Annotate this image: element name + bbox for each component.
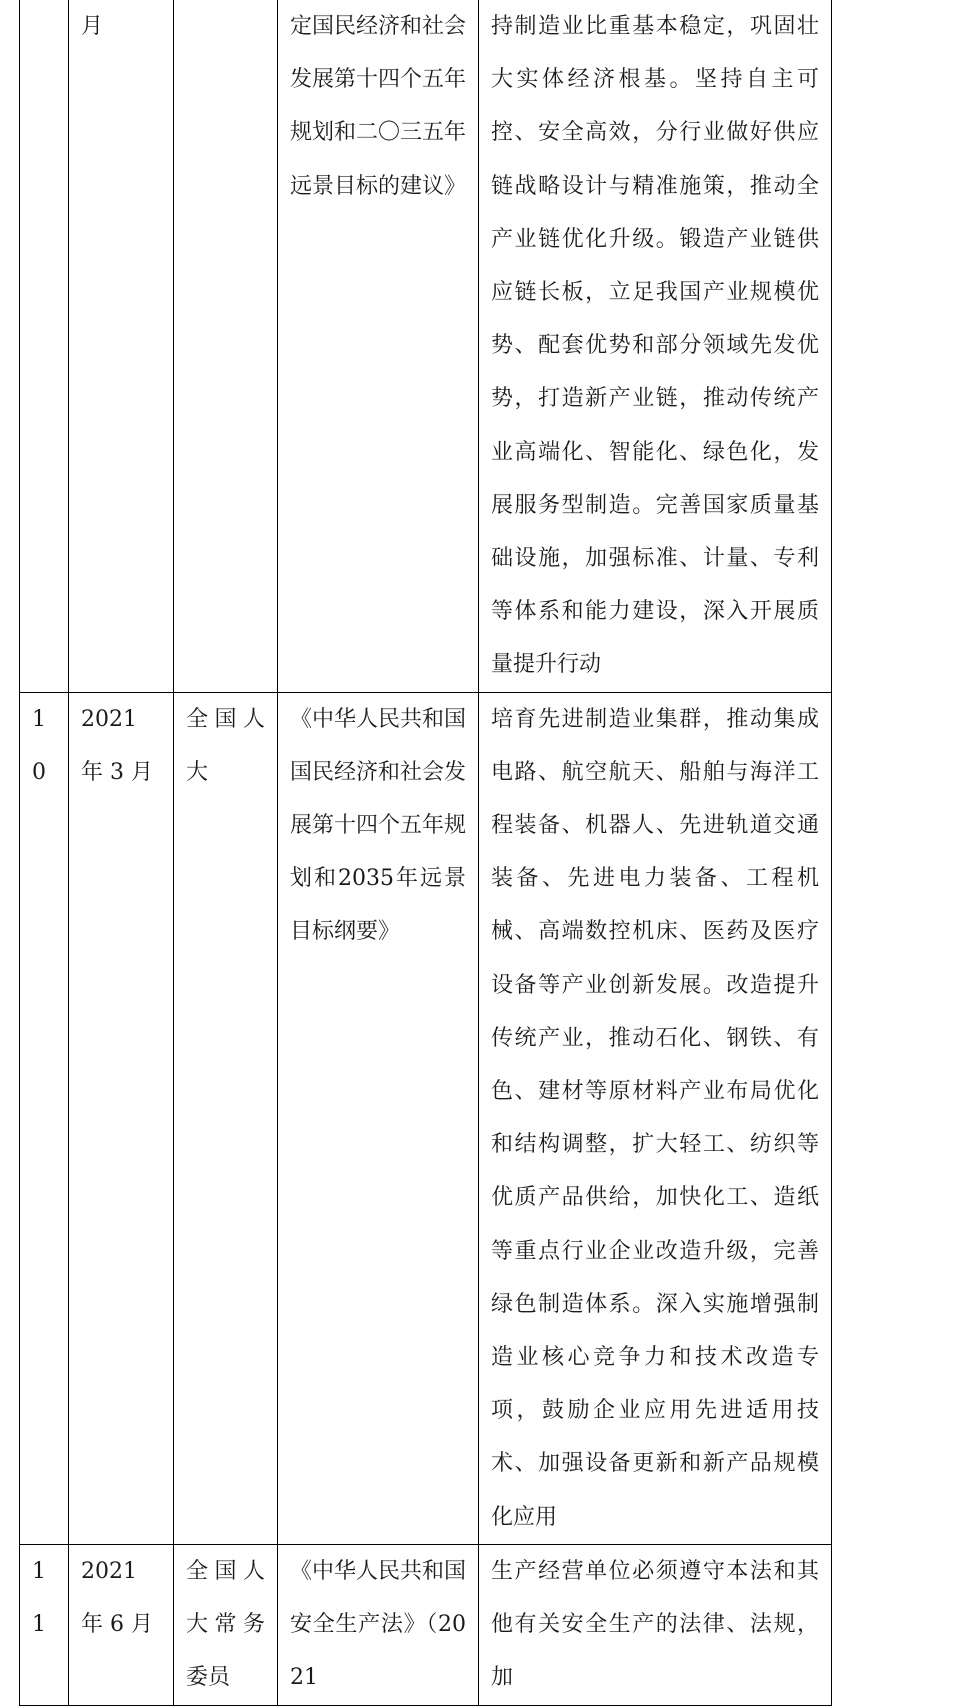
cell-issuer xyxy=(174,0,278,692)
cell-issuer: 全国人大 xyxy=(174,692,278,1544)
cell-policy: 《中华人民共和国国民经济和社会发展第十四个五年规划和2035年远景目标纲要》 xyxy=(278,692,479,1544)
table-row xyxy=(20,1544,832,1705)
cell-date: 2021 年 3 月 xyxy=(69,692,174,1544)
cell-content: 持制造业比重基本稳定，巩固壮大实体经济根基。坚持自主可控、安全高效，分行业做好供应链战略设计与精准施策，推动全产业链优化升级。锻造产业链供应链长板，立足我国产业规模优势、配套优势和部分领域先发优势，打造新产业链，推动传统产业高端化、智能化、绿色化，发展服务型制造。完善国家质量基础设施，加强标准、计量、专利等体系和能力建设，深入开展质量提升行动 xyxy=(479,0,832,692)
cell-content: 生产经营单位必须遵守本法和其他有关安全生产的法律、法规，加 xyxy=(479,1544,832,1705)
cell-no: 10 xyxy=(20,692,69,1544)
cell-date: 月 xyxy=(69,0,174,692)
cell-issuer: 全国人大常务委员 xyxy=(174,1544,278,1705)
table-row xyxy=(20,692,832,1544)
cell-content: 培育先进制造业集群，推动集成电路、航空航天、船舶与海洋工程装备、机器人、先进轨道交通装备、先进电力装备、工程机械、高端数控机床、医药及医疗设备等产业创新发展。改造提升传统产业，推动石化、钢铁、有色、建材等原材料产业布局优化和结构调整，扩大轻工、纺织等优质产品供给，加快化工、造纸等重点行业企业改造升级，完善绿色制造体系。深入实施增强制造业核心竞争力和技术改造专项，鼓励企业应用先进适用技术、加强设备更新和新产品规模化应用 xyxy=(479,692,832,1544)
cell-no: 11 xyxy=(20,1544,69,1705)
cell-policy: 《中华人民共和国安全生产法》（2021 xyxy=(278,1544,479,1705)
table-row xyxy=(20,0,832,692)
cell-policy: 定国民经济和社会发展第十四个五年规划和二〇三五年远景目标的建议》 xyxy=(278,0,479,692)
policy-table xyxy=(19,0,832,1706)
cell-date: 2021 年 6 月 xyxy=(69,1544,174,1705)
cell-no xyxy=(20,0,69,692)
